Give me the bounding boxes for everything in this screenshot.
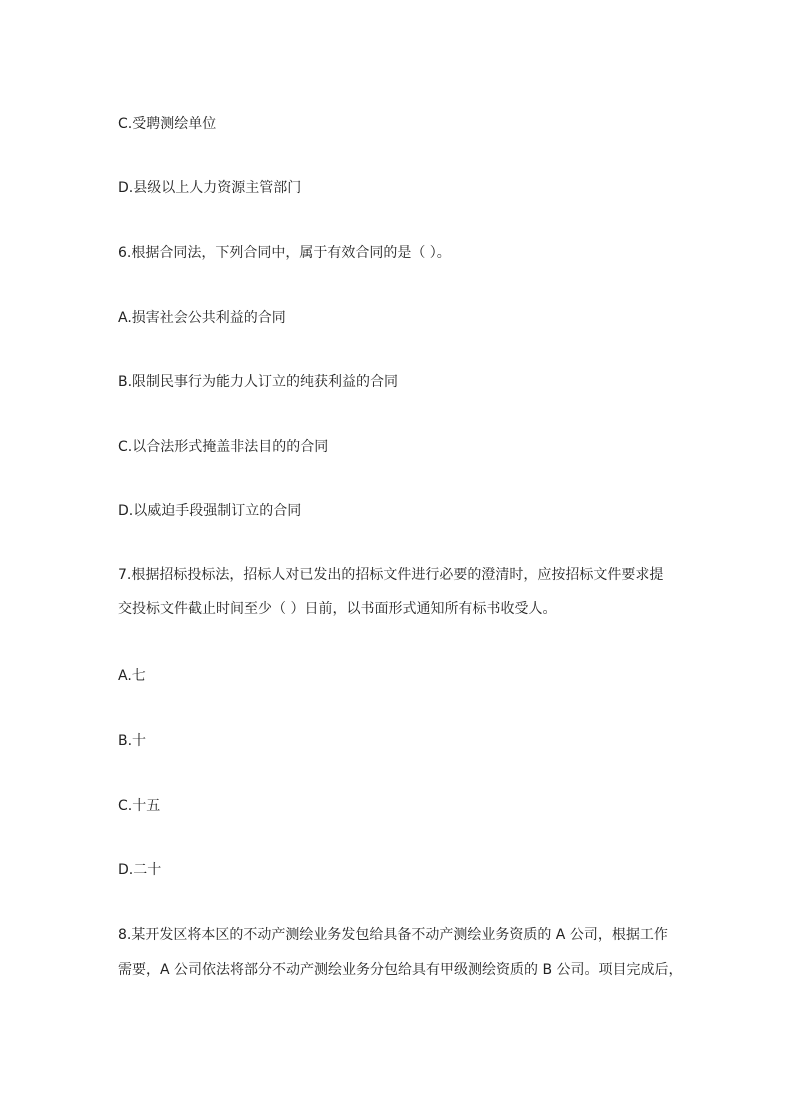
option-d-q6: D.以威迫手段强制订立的合同 <box>118 503 302 519</box>
option-d-q7: D.二十 <box>118 862 162 878</box>
question-7-line-2: 交投标文件截止时间至少（ ）日前，以书面形式通知所有标书收受人。 <box>118 601 557 617</box>
question-7-line-1: 7.根据招标投标法，招标人对已发出的招标文件进行必要的澄清时，应按招标文件要求提 <box>118 567 664 583</box>
option-a-q7: A.七 <box>118 668 146 684</box>
option-b-q7: B.十 <box>118 733 147 749</box>
option-b-q6: B.限制民事行为能力人订立的纯获利益的合同 <box>118 374 399 390</box>
option-c-q5: C.受聘测绘单位 <box>118 116 217 132</box>
question-6: 6.根据合同法，下列合同中，属于有效合同的是（ ）。 <box>118 245 451 261</box>
option-c-q6: C.以合法形式掩盖非法目的的合同 <box>118 439 329 455</box>
option-d-q5: D.县级以上人力资源主管部门 <box>118 180 302 196</box>
question-8-line-2: 需要，A 公司依法将部分不动产测绘业务分包给具有甲级测绘资质的 B 公司。项目完成后， <box>118 962 683 978</box>
question-8-line-1: 8.某开发区将本区的不动产测绘业务发包给具备不动产测绘业务资质的 A 公司，根据工作 <box>118 927 668 943</box>
option-c-q7: C.十五 <box>118 798 161 814</box>
option-a-q6: A.损害社会公共利益的合同 <box>118 310 286 326</box>
